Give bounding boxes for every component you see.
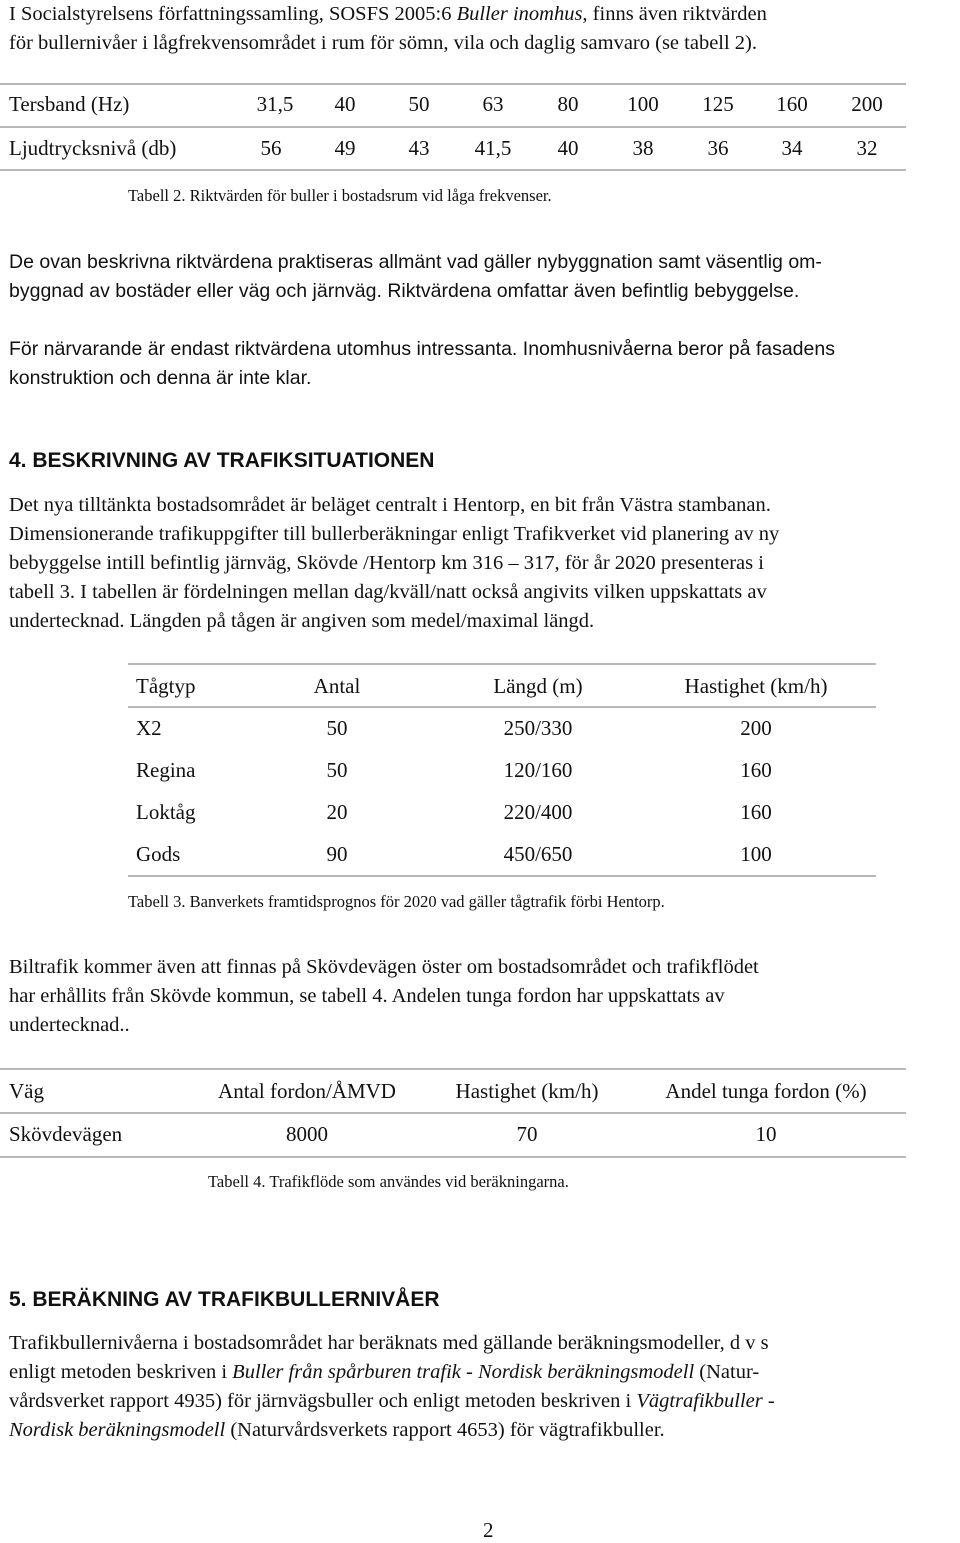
table2-row1-label: Tersband (Hz): [9, 92, 130, 116]
table3-row-3-count: 90: [326, 842, 348, 866]
table2-cell: 32: [856, 136, 878, 160]
intro-line-2: för bullernivåer i lågfrekvensområdet i rum för sömn, vila och daglig samvaro (se tabell 2).: [9, 32, 758, 54]
table2-caption: Tabell 2. Riktvärden för buller i bostadsrum vid låga frekvenser.: [128, 186, 552, 205]
table4-header: Hastighet (km/h): [455, 1079, 599, 1103]
table3-row-1-length: 120/160: [503, 758, 573, 782]
table2-cell: 160: [776, 92, 808, 116]
page-number: 2: [483, 1518, 494, 1542]
table2-cell: 41,5: [474, 136, 512, 160]
table2-mid-rule: [0, 126, 906, 128]
table3-header-rule: [128, 706, 876, 708]
table2-cell: 200: [851, 92, 883, 116]
table3-caption: Tabell 3. Banverkets framtidsprognos för 2020 vad gäller tågtrafik förbi Hentorp.: [128, 892, 665, 911]
table3-row-1-speed: 160: [740, 758, 772, 782]
table3-bottom-rule: [128, 875, 876, 877]
table4-caption: Tabell 4. Trafikflöde som användes vid beräkningarna.: [208, 1172, 569, 1191]
table2-cell: 100: [627, 92, 659, 116]
table4-road: Skövdevägen: [9, 1122, 123, 1146]
table2-cell: 40: [334, 92, 356, 116]
table2-cell: 63: [482, 92, 504, 116]
table3-row-1-type: Regina: [136, 758, 196, 782]
table3-row-1-count: 50: [326, 758, 348, 782]
table3-header: Antal: [313, 674, 361, 698]
section-5-heading: 5. BERÄKNING AV TRAFIKBULLERNIVÅER: [9, 1288, 440, 1311]
table4-vehicles: 8000: [286, 1122, 328, 1146]
table4-header: Väg: [9, 1079, 44, 1103]
table3-header: Längd (m): [493, 674, 583, 698]
table2-cell: 49: [334, 136, 356, 160]
table3-row-2-type: Loktåg: [136, 800, 196, 824]
table2-cell: 56: [260, 136, 282, 160]
paragraph-guidelines: De ovan beskrivna riktvärdena praktiseras allmänt vad gäller nybyggnation samt väsentlig om- byggnad av bostäder eller väg och järnväg. Riktvärdena omfattar även befintlig bebyggelse.: [9, 251, 822, 302]
section-5-body: Trafikbullernivåerna i bostadsområdet har beräknats med gällande beräkningsmodeller, d v s enligt metoden beskriven i Buller från spårburen trafik - Nordisk beräkningsmodell (Natur- vårdsverket rapport 4935) för järnvägsbuller och enligt metoden beskriven i Vägtrafikbuller - Nordisk beräkningsmodell (Naturvårdsverkets rapport 4653) för vägtrafikbuller.: [9, 1332, 775, 1441]
section-4-heading: 4. BESKRIVNING AV TRAFIKSITUATIONEN: [9, 449, 435, 472]
table2-top-rule: [0, 83, 906, 85]
paragraph-current: För närvarande är endast riktvärdena utomhus intressanta. Inomhusnivåerna beror på fasadens konstruktion och denna är inte klar.: [9, 338, 835, 389]
table2-cell: 43: [408, 136, 430, 160]
table2-cell: 31,5: [256, 92, 294, 116]
table3-row-2-speed: 160: [740, 800, 772, 824]
table3-row-0-length: 250/330: [503, 716, 573, 740]
table4-top-rule: [0, 1068, 906, 1070]
table3-row-0-count: 50: [326, 716, 348, 740]
table4-heavy-share: 10: [755, 1122, 777, 1146]
table3-row-0-type: X2: [136, 716, 162, 740]
table3-row-2-length: 220/400: [503, 800, 573, 824]
intro-paragraph: [9, 0, 767, 58]
table2-cell: 40: [557, 136, 579, 160]
table2-cell: 36: [707, 136, 729, 160]
table2-row2-label: Ljudtrycksnivå (db): [9, 136, 177, 160]
table3-row-3-type: Gods: [136, 842, 181, 866]
table4-header: Andel tunga fordon (%): [665, 1079, 867, 1103]
table3-row-3-length: 450/650: [503, 842, 573, 866]
table2-cell: 34: [781, 136, 803, 160]
table3-row-3-speed: 100: [740, 842, 772, 866]
intro-line-1: I Socialstyrelsens författningssamling, SOSFS 2005:6 Buller inomhus, finns även riktvärden: [9, 3, 767, 25]
table3-top-rule: [128, 663, 876, 665]
table4-header-rule: [0, 1112, 906, 1114]
table3-header: Hastighet (km/h): [684, 674, 828, 698]
table2-bottom-rule: [0, 169, 906, 171]
table3-row-0-speed: 200: [740, 716, 772, 740]
table4-header: Antal fordon/ÅMVD: [218, 1079, 396, 1103]
table4-bottom-rule: [0, 1156, 906, 1158]
table2-cell: 125: [702, 92, 734, 116]
section-4-body: Det nya tilltänkta bostadsområdet är beläget centralt i Hentorp, en bit från Västra stambanan. Dimensionerande trafikuppgifter till bullerberäkningar enligt Trafikverket vid planering av ny bebyggelse intill befintlig järnväg, Skövde /Hentorp km 316 – 317, för år 2020 presenteras i tabell 3. I tabellen är fördelningen mellan dag/kväll/natt också angivits vilken uppskattats av undertecknad. Längden på tågen är angiven som medel/maximal längd.: [9, 494, 780, 632]
table4-speed: 70: [516, 1122, 538, 1146]
table2-cell: 38: [632, 136, 654, 160]
paragraph-road-traffic: Biltrafik kommer även att finnas på Skövdevägen öster om bostadsområdet och trafikflödet har erhållits från Skövde kommun, se tabell 4. Andelen tunga fordon har uppskattats av undertecknad..: [9, 956, 759, 1036]
table3-header: Tågtyp: [136, 674, 196, 698]
table2-cell: 80: [557, 92, 579, 116]
table3-row-2-count: 20: [326, 800, 348, 824]
table2-cell: 50: [408, 92, 430, 116]
